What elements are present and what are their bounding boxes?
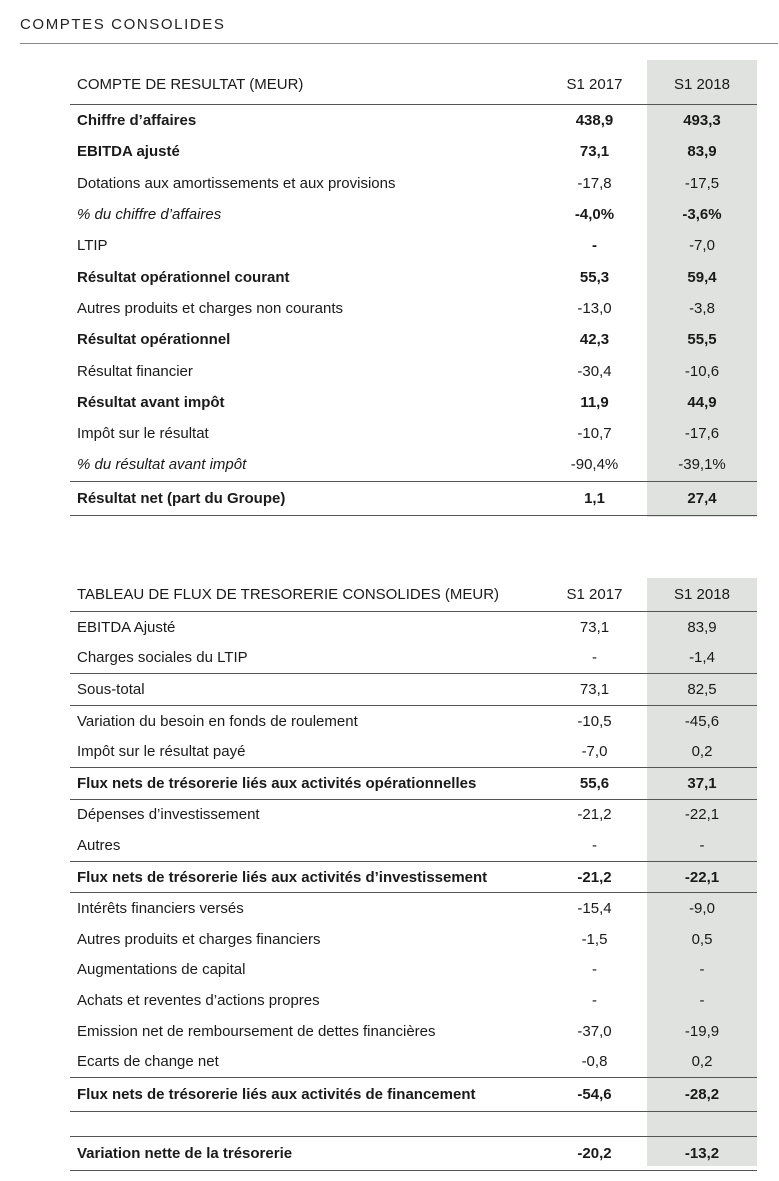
value-s1-2017: 55,3 <box>579 268 610 286</box>
income-row-pre-tax-result <box>70 387 757 418</box>
value-s1-2018: 0,2 <box>691 1053 713 1071</box>
value-s1-2017: - <box>592 649 597 667</box>
cashflow-row-treasury-shares <box>70 985 757 1016</box>
row-label: % du chiffre d’affaires <box>77 206 222 224</box>
cashflow-row-net-change <box>70 1136 757 1170</box>
value-s1-2017: -90,4% <box>570 456 619 474</box>
value-s1-2018: -13,2 <box>647 1136 757 1170</box>
cashflow-row-capital-increase <box>70 955 757 986</box>
value-s1-2018: 27,4 <box>647 481 757 515</box>
value-s1-2017: 73,1 <box>579 143 610 161</box>
value-s1-2018: 83,9 <box>687 143 717 161</box>
value-s1-2017: -0,8 <box>581 1053 608 1071</box>
value-s1-2017: 73,1 <box>542 674 647 706</box>
value-s1-2017: 55,6 <box>542 767 647 799</box>
value-s1-2018: - <box>699 836 705 854</box>
value-s1-2018: -39,1% <box>678 456 726 474</box>
value-s1-2018: -45,6 <box>647 705 757 736</box>
value-s1-2018: 37,1 <box>647 767 757 799</box>
value-s1-2018: -1,4 <box>689 649 715 667</box>
row-label: Autres produits et charges non courants <box>77 299 343 317</box>
row-label: Autres produits et charges financiers <box>77 930 321 948</box>
value-s1-2017: 1,1 <box>542 481 647 515</box>
cashflow-row-other-financial <box>70 924 757 955</box>
value-s1-2018: -19,9 <box>684 1022 720 1040</box>
value-s1-2017: -20,2 <box>542 1136 647 1170</box>
value-s1-2017: -30,4 <box>577 362 612 380</box>
income-statement-table <box>70 64 757 516</box>
income-row-ebitda <box>70 136 757 167</box>
spacer-row <box>70 1111 757 1136</box>
value-s1-2017: - <box>592 237 597 255</box>
value-s1-2017: -17,8 <box>577 174 612 192</box>
value-s1-2017: -21,2 <box>542 861 647 893</box>
value-s1-2018: 493,3 <box>683 112 721 130</box>
value-s1-2017: 11,9 <box>580 393 609 411</box>
row-label: Augmentations de capital <box>77 961 246 979</box>
income-row-financial-result <box>70 355 757 386</box>
value-s1-2017: 438,9 <box>575 112 614 130</box>
cashflow-row-ebitda <box>70 612 757 643</box>
value-s1-2018: -7,0 <box>689 237 715 255</box>
value-s1-2017: -10,7 <box>577 425 612 443</box>
cashflow-row-investing-flows <box>70 861 757 893</box>
cashflow-header-s1-2018: S1 2018 <box>647 578 757 612</box>
value-s1-2018: 59,4 <box>687 268 717 286</box>
value-s1-2018: 44,9 <box>687 393 717 411</box>
row-label: Chiffre d’affaires <box>77 112 197 130</box>
row-label: Flux nets de trésorerie liés aux activités opérationnelles <box>70 767 542 799</box>
cashflow-header-label: TABLEAU DE FLUX DE TRESORERIE CONSOLIDES (MEUR) <box>70 578 542 612</box>
income-row-net-result <box>70 481 757 515</box>
income-row-current-operating-result <box>70 261 757 292</box>
row-label: Variation du besoin en fonds de roulement <box>70 705 542 736</box>
value-s1-2018: -28,2 <box>647 1077 757 1111</box>
cashflow-row-ltip-charges <box>70 643 757 674</box>
value-s1-2018: -22,1 <box>647 799 757 830</box>
value-s1-2018: 83,9 <box>687 618 717 636</box>
income-row-income-tax <box>70 418 757 449</box>
value-s1-2017: - <box>592 836 597 854</box>
value-s1-2017: -15,4 <box>542 893 647 924</box>
cashflow-row-tax-paid <box>70 736 757 767</box>
value-s1-2018: 55,5 <box>687 331 717 349</box>
value-s1-2017: -13,0 <box>577 299 612 317</box>
row-label: Dépenses d’investissement <box>70 799 542 830</box>
value-s1-2018: - <box>699 961 705 979</box>
cashflow-row-interest-paid <box>70 893 757 924</box>
row-label: Autres <box>77 836 121 854</box>
row-label: LTIP <box>77 237 108 255</box>
value-s1-2018: -3,6% <box>682 206 722 224</box>
cashflow-row-working-capital <box>70 705 757 736</box>
row-label: Résultat net (part du Groupe) <box>70 481 542 515</box>
income-row-depreciation-pct <box>70 199 757 230</box>
row-label: Emission net de remboursement de dettes financières <box>77 1022 436 1040</box>
cashflow-header-s1-2017: S1 2017 <box>542 578 647 612</box>
cashflow-row-fx <box>70 1046 757 1077</box>
title-divider <box>20 43 778 44</box>
row-label: Résultat opérationnel <box>77 331 231 349</box>
value-s1-2018: 0,2 <box>691 743 713 761</box>
value-s1-2017: -1,5 <box>581 930 608 948</box>
row-label: Dotations aux amortissements et aux provisions <box>77 174 396 192</box>
value-s1-2017: -21,2 <box>542 799 647 830</box>
row-label: EBITDA Ajusté <box>77 618 176 636</box>
income-header-label: COMPTE DE RESULTAT (MEUR) <box>70 64 542 105</box>
row-label: Flux nets de trésorerie liés aux activités d’investissement <box>70 861 542 893</box>
income-row-depreciation <box>70 168 757 199</box>
value-s1-2018: 0,5 <box>691 930 713 948</box>
value-s1-2017: -4,0% <box>574 206 615 224</box>
value-s1-2017: - <box>592 961 597 979</box>
row-label: % du résultat avant impôt <box>77 456 247 474</box>
row-label: Achats et reventes d’actions propres <box>77 991 320 1009</box>
income-header-s1-2018: S1 2018 <box>647 64 757 105</box>
value-s1-2018: -22,1 <box>647 861 757 893</box>
row-label: Ecarts de change net <box>77 1053 219 1071</box>
cashflow-row-financing-flows <box>70 1077 757 1111</box>
cashflow-statement-table <box>70 578 757 1171</box>
page-title: COMPTES CONSOLIDES <box>20 16 226 33</box>
value-s1-2017: 42,3 <box>579 331 610 349</box>
cashflow-row-operating-flows <box>70 767 757 799</box>
cashflow-row-other <box>70 830 757 861</box>
row-label: Intérêts financiers versés <box>70 893 542 924</box>
row-label: Résultat avant impôt <box>77 393 225 411</box>
income-row-non-current-items <box>70 293 757 324</box>
income-row-operating-result <box>70 324 757 355</box>
row-label: Résultat financier <box>77 362 193 380</box>
row-label: Flux nets de trésorerie liés aux activités de financement <box>70 1077 542 1111</box>
value-s1-2018: -3,8 <box>689 299 715 317</box>
cashflow-row-debt-issuance <box>70 1016 757 1047</box>
income-header-row <box>70 64 757 105</box>
value-s1-2017: -7,0 <box>581 743 608 761</box>
row-label: Charges sociales du LTIP <box>77 649 248 667</box>
row-label: Impôt sur le résultat payé <box>77 743 246 761</box>
row-label: Résultat opérationnel courant <box>77 268 290 286</box>
value-s1-2017: -37,0 <box>577 1022 612 1040</box>
cashflow-row-subtotal <box>70 674 757 706</box>
cashflow-row-capex <box>70 799 757 830</box>
value-s1-2018: -17,6 <box>684 425 720 443</box>
value-s1-2018: -10,6 <box>684 362 720 380</box>
income-row-ltip <box>70 230 757 261</box>
income-row-tax-rate-pct <box>70 449 757 481</box>
value-s1-2017: -10,5 <box>542 705 647 736</box>
income-header-s1-2017: S1 2017 <box>542 64 647 105</box>
value-s1-2018: -17,5 <box>684 174 720 192</box>
value-s1-2017: -54,6 <box>542 1077 647 1111</box>
row-label: Impôt sur le résultat <box>77 425 209 443</box>
value-s1-2018: - <box>699 991 705 1009</box>
row-label: Variation nette de la trésorerie <box>70 1136 542 1170</box>
value-s1-2018: 82,5 <box>647 674 757 706</box>
row-label: Sous-total <box>70 674 542 706</box>
value-s1-2017: - <box>592 991 597 1009</box>
row-label: EBITDA ajusté <box>77 143 180 161</box>
value-s1-2018: -9,0 <box>647 893 757 924</box>
income-row-revenue <box>70 105 757 137</box>
cashflow-header-row <box>70 578 757 612</box>
value-s1-2017: 73,1 <box>579 618 610 636</box>
